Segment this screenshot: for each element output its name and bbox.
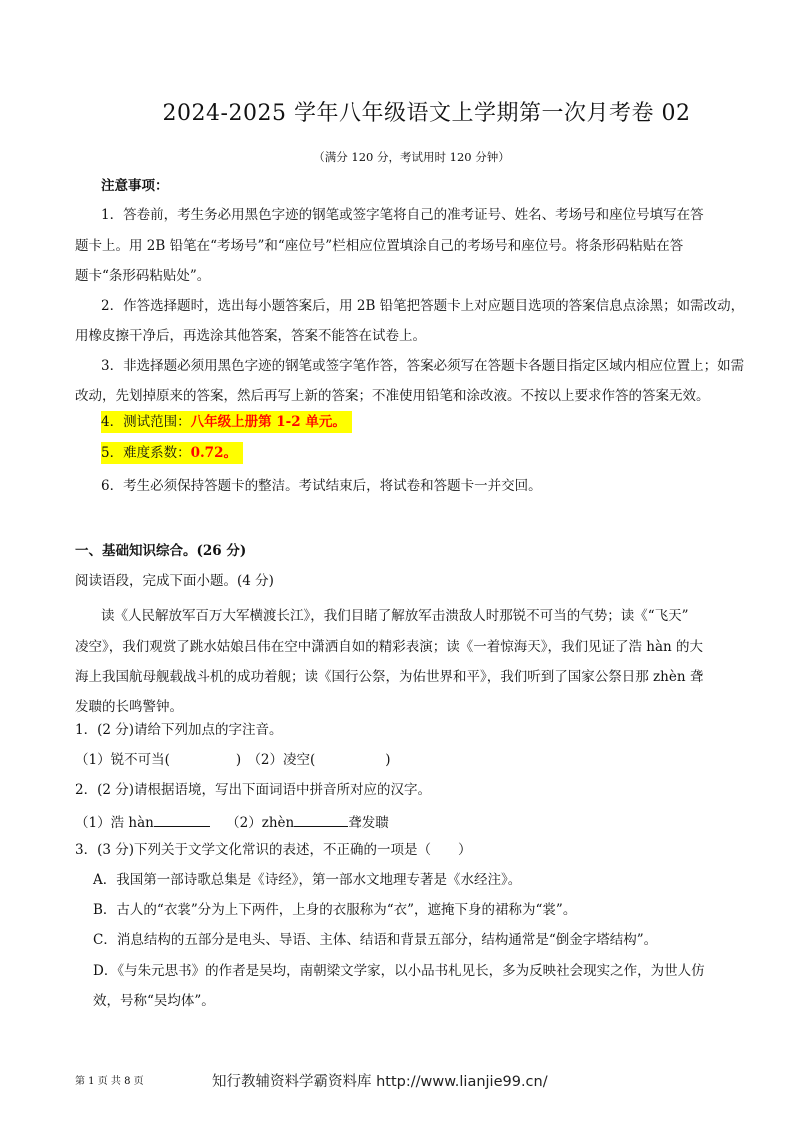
question-2-items [75,814,389,831]
passage-line1: 读《人民解放军百万大军横渡长江》，我们目睹了解放军击溃敌人时那锐不可当的气势；读《“飞天” [101,608,689,624]
notice-item6: 6．考生必须保持答题卡的整洁。考试结束后，将试卷和答题卡一并交回。 [101,478,542,494]
q3-option-b[interactable]: B．古人的“衣裳”分为上下两件，上身的衣服称为“衣”，遮掩下身的裙称为“裳”。 [93,902,577,918]
question-1-items: （1）锐不可当( ) （2）凌空( ) [75,752,391,768]
question-2: 2．(2 分)请根据语境，写出下面词语中拼音所对应的汉字。 [75,782,432,798]
section1-heading: 一、基础知识综合。(26 分) [75,543,247,559]
notice-item3-line2: 改动，先划掉原来的答案，然后再写上新的答案；不准使用铅笔和涂改液。不按以上要求作答的答案无效。 [75,388,710,404]
notice-item2-line2: 用橡皮擦干净后，再选涂其他答案，答案不能答在试卷上。 [75,328,426,344]
notice-item1-line1: 1．答卷前，考生务必用黑色字迹的钢笔或签字笔将自己的准考证号、姓名、考场号和座位号填写在答 [101,207,704,223]
question-3: 3．(3 分)下列关于文学文化常识的表述，不正确的一项是（ ） [75,842,472,858]
notice-item5-value: 0.72。 [190,445,237,461]
q1-item-a: （1）锐不可当( [75,752,170,768]
q3-option-a[interactable]: A．我国第一部诗歌总集是《诗经》，第一部水文地理专著是《水经注》。 [93,872,522,888]
q2-answer-blank-b[interactable] [294,814,348,827]
question-1: 1．(2 分)请给下列加点的字注音。 [75,722,283,738]
notice-item1-line3: 题卡“条形码粘贴处”。 [75,268,211,284]
passage-line2: 凌空》，我们观赏了跳水姑娘吕伟在空中潇洒自如的精彩表演；读《一着惊海天》，我们见证了浩 hàn 的大 [75,639,704,655]
q3-option-d-line2: 效，号称“吴均体”。 [93,993,215,1009]
q2-item-a: （1）浩 hàn [75,815,154,831]
q2-item-b: （2）zhèn [226,815,295,831]
notice-heading: 注意事项： [101,178,169,194]
q3-option-d-line1[interactable]: D．《与朱元思书》的作者是吴均，南朝梁文学家，以小品书札见长，多为反映社会现实之作，为世人仿 [93,963,705,979]
notice-item2-line1: 2．作答选择题时，选出每小题答案后，用 2B 铅笔把答题卡上对应题目选项的答案信息点涂黑；如需改动， [101,298,745,314]
notice-item4 [101,416,352,430]
notice-item5 [101,447,243,461]
section1-intro: 阅读语段，完成下面小题。(4 分) [75,573,274,589]
q2-item-b-tail: 聋发聩 [348,815,389,831]
passage-line3: 海上我国航母舰载战斗机的成功着舰；读《国行公祭，为佑世界和平》，我们听到了国家公祭日那 zhèn 聋 [75,669,704,685]
q1-item-b: （2）凌空( [247,752,316,768]
notice-item1-line2: 题卡上。用 2B 铅笔在“考场号”和“座位号”栏相应位置填涂自己的考场号和座位号。将条形码粘贴在答 [75,238,684,254]
page-number: 第 1 页 共 8 页 [75,1076,144,1087]
notice-item3-line1: 3．非选择题必须用黑色字迹的钢笔或签字笔作答，答案必须写在答题卡各题目指定区域内相应位置上；如需 [101,358,745,374]
notice-item4-value: 八年级上册第 1-2 单元。 [190,414,346,430]
notice-item4-label: 4．测试范围： [101,414,191,430]
page-subtitle: （满分 120 分，考试用时 120 分钟） [313,150,510,164]
q2-answer-blank-a[interactable] [154,814,210,827]
q3-option-c[interactable]: C．消息结构的五部分是电头、导语、主体、结语和背景五部分，结构通常是“倒金字塔结构”。 [93,932,658,948]
page-title: 2024-2025 学年八年级语文上学期第一次月考卷 02 [162,101,691,126]
passage-line4: 发聩的长鸣警钟。 [75,699,183,715]
notice-item5-label: 5．难度系数： [101,445,191,461]
footer-site-link[interactable]: 知行教辅资料学霸资料库 http://www.lianjie99.cn/ [212,1074,548,1090]
